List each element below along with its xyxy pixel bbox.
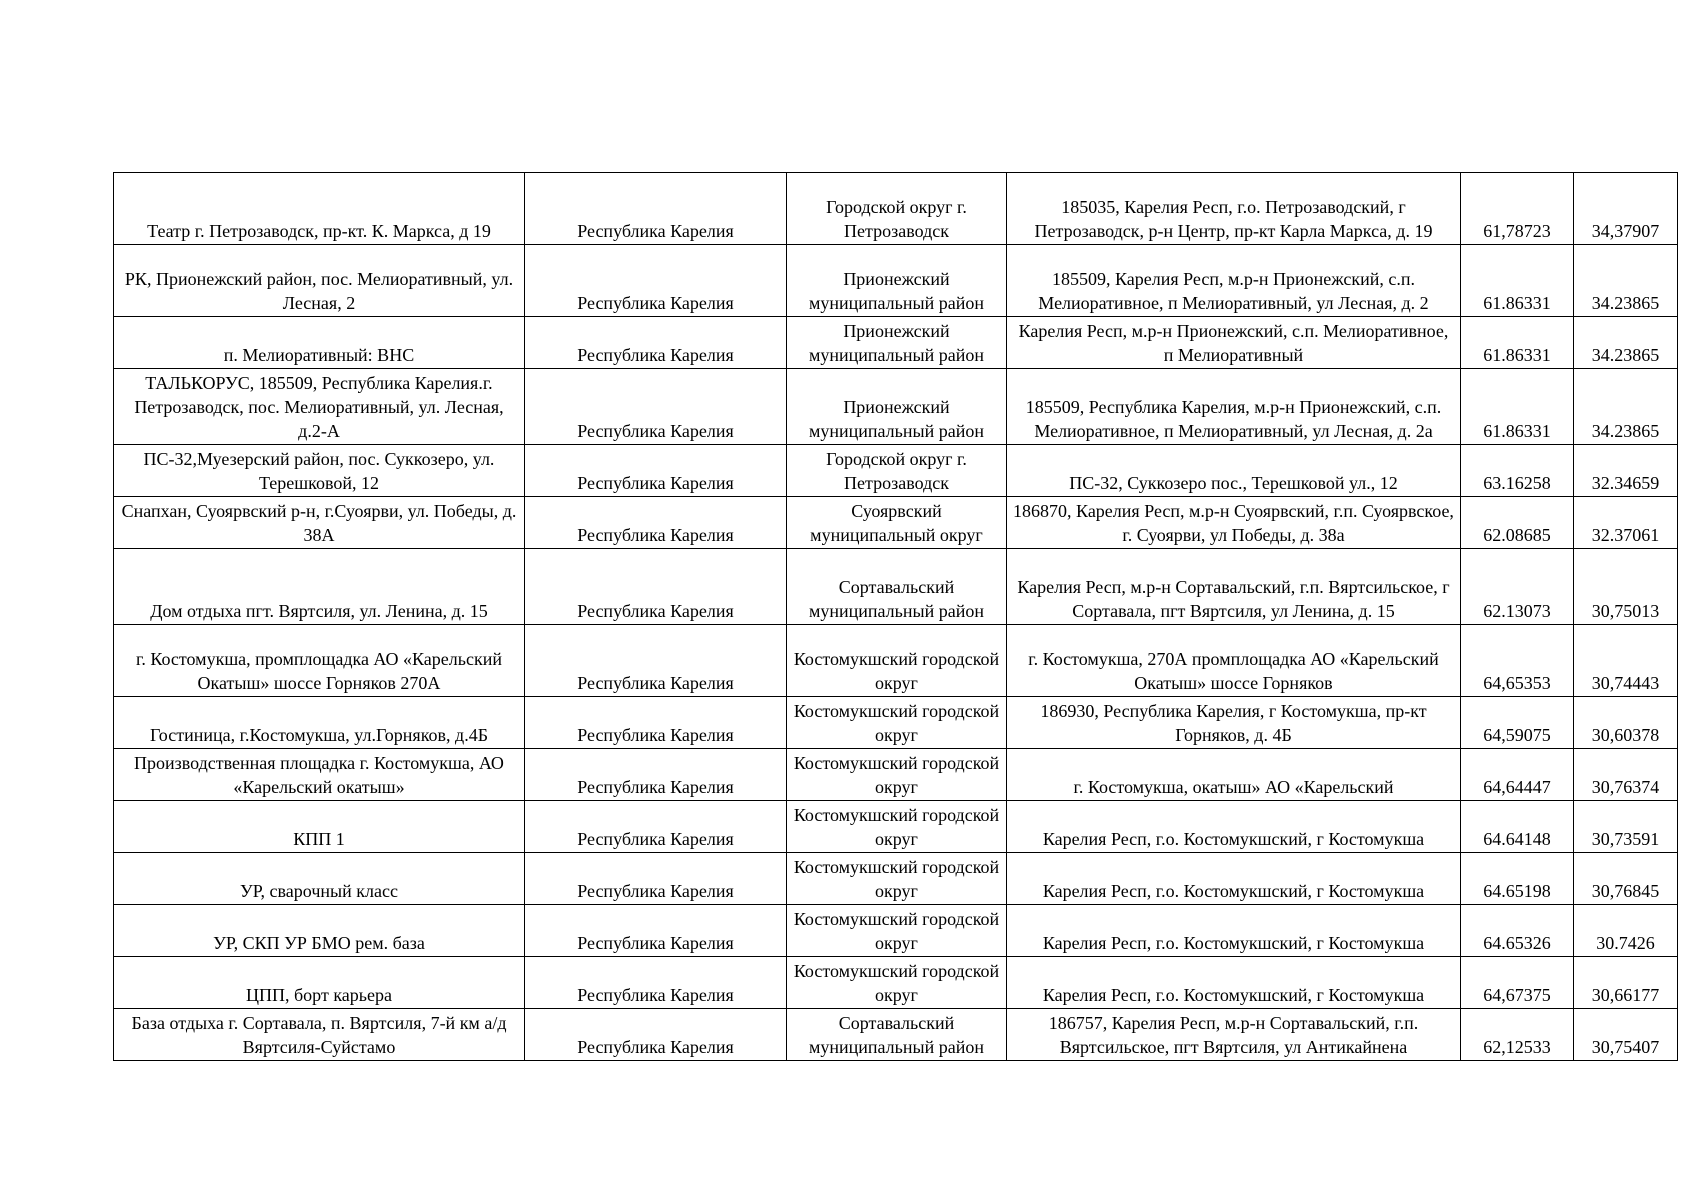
region-cell: Республика Карелия [525, 245, 787, 317]
address-cell: Карелия Респ, м.р-н Сортавальский, г.п. Вяртсильское, г Сортавала, пгт Вяртсиля, ул Ленина, д. 15 [1007, 549, 1461, 625]
location-name-cell: ТАЛЬКОРУС, 185509, Республика Карелия.г. Петрозаводск, пос. Мелиоративный, ул. Лесная, д.2-А [114, 369, 525, 445]
region-cell: Республика Карелия [525, 317, 787, 369]
location-name-cell: г. Костомукша, промплощадка АО «Карельский Окатыш» шоссе Горняков 270А [114, 625, 525, 697]
location-name-cell: Гостиница, г.Костомукша, ул.Горняков, д.4Б [114, 697, 525, 749]
longitude-cell: 32.37061 [1574, 497, 1678, 549]
municipality-cell: Костомукшский городской округ [787, 801, 1007, 853]
latitude-cell: 64.64148 [1461, 801, 1574, 853]
table-row [114, 317, 1678, 369]
table-row [114, 369, 1678, 445]
municipality-cell: Городской округ г. Петрозаводск [787, 445, 1007, 497]
longitude-cell: 32.34659 [1574, 445, 1678, 497]
table-row [114, 749, 1678, 801]
location-name-cell: п. Мелиоративный: ВНС [114, 317, 525, 369]
longitude-cell: 30,73591 [1574, 801, 1678, 853]
locations-table [113, 172, 1678, 1061]
address-cell: 185509, Республика Карелия, м.р-н Прионежский, с.п. Мелиоративное, п Мелиоративный, ул Лесная, д. 2а [1007, 369, 1461, 445]
municipality-cell: Сортавальский муниципальный район [787, 1009, 1007, 1061]
longitude-cell: 30,75013 [1574, 549, 1678, 625]
municipality-cell: Костомукшский городской округ [787, 697, 1007, 749]
latitude-cell: 61.86331 [1461, 369, 1574, 445]
latitude-cell: 64,67375 [1461, 957, 1574, 1009]
municipality-cell: Суоярвский муниципальный округ [787, 497, 1007, 549]
address-cell: Карелия Респ, г.о. Костомукшский, г Костомукша [1007, 905, 1461, 957]
address-cell: 185509, Карелия Респ, м.р-н Прионежский, с.п. Мелиоративное, п Мелиоративный, ул Лесная, д. 2 [1007, 245, 1461, 317]
location-name-cell: КПП 1 [114, 801, 525, 853]
longitude-cell: 30,76374 [1574, 749, 1678, 801]
location-name-cell: База отдыха г. Сортавала, п. Вяртсиля, 7-й км а/д Вяртсиля-Суйстамо [114, 1009, 525, 1061]
region-cell: Республика Карелия [525, 905, 787, 957]
region-cell: Республика Карелия [525, 1009, 787, 1061]
latitude-cell: 61.86331 [1461, 317, 1574, 369]
longitude-cell: 34,37907 [1574, 173, 1678, 245]
latitude-cell: 64,59075 [1461, 697, 1574, 749]
longitude-cell: 34.23865 [1574, 369, 1678, 445]
latitude-cell: 63.16258 [1461, 445, 1574, 497]
longitude-cell: 30.7426 [1574, 905, 1678, 957]
latitude-cell: 61.86331 [1461, 245, 1574, 317]
address-cell: Карелия Респ, г.о. Костомукшский, г Костомукша [1007, 801, 1461, 853]
municipality-cell: Костомукшский городской округ [787, 957, 1007, 1009]
address-cell: г. Костомукша, окатыш» АО «Карельский [1007, 749, 1461, 801]
municipality-cell: Костомукшский городской округ [787, 749, 1007, 801]
longitude-cell: 30,76845 [1574, 853, 1678, 905]
municipality-cell: Прионежский муниципальный район [787, 245, 1007, 317]
latitude-cell: 64.65326 [1461, 905, 1574, 957]
location-name-cell: ПС-32,Муезерский район, пос. Суккозеро, ул. Терешковой, 12 [114, 445, 525, 497]
longitude-cell: 30,74443 [1574, 625, 1678, 697]
location-name-cell: ЦПП, борт карьера [114, 957, 525, 1009]
municipality-cell: Городской округ г. Петрозаводск [787, 173, 1007, 245]
address-cell: Карелия Респ, г.о. Костомукшский, г Костомукша [1007, 957, 1461, 1009]
longitude-cell: 34.23865 [1574, 317, 1678, 369]
location-name-cell: РК, Прионежский район, пос. Мелиоративный, ул. Лесная, 2 [114, 245, 525, 317]
municipality-cell: Сортавальский муниципальный район [787, 549, 1007, 625]
table-row [114, 497, 1678, 549]
table-row [114, 853, 1678, 905]
region-cell: Республика Карелия [525, 497, 787, 549]
region-cell: Республика Карелия [525, 749, 787, 801]
latitude-cell: 64,64447 [1461, 749, 1574, 801]
table-body [114, 173, 1678, 1061]
table-row [114, 697, 1678, 749]
region-cell: Республика Карелия [525, 853, 787, 905]
location-name-cell: Театр г. Петрозаводск, пр-кт. К. Маркса, д 19 [114, 173, 525, 245]
region-cell: Республика Карелия [525, 957, 787, 1009]
address-cell: г. Костомукша, 270А промплощадка АО «Карельский Окатыш» шоссе Горняков [1007, 625, 1461, 697]
latitude-cell: 62.13073 [1461, 549, 1574, 625]
address-cell: 185035, Карелия Респ, г.о. Петрозаводский, г Петрозаводск, р-н Центр, пр-кт Карла Маркса, д. 19 [1007, 173, 1461, 245]
region-cell: Республика Карелия [525, 445, 787, 497]
table-row [114, 173, 1678, 245]
table-row [114, 445, 1678, 497]
address-cell: 186870, Карелия Респ, м.р-н Суоярвский, г.п. Суоярвское, г. Суоярви, ул Победы, д. 38а [1007, 497, 1461, 549]
table-row [114, 1009, 1678, 1061]
latitude-cell: 62.08685 [1461, 497, 1574, 549]
latitude-cell: 61,78723 [1461, 173, 1574, 245]
table-row [114, 905, 1678, 957]
latitude-cell: 62,12533 [1461, 1009, 1574, 1061]
longitude-cell: 30,60378 [1574, 697, 1678, 749]
longitude-cell: 34.23865 [1574, 245, 1678, 317]
municipality-cell: Костомукшский городской округ [787, 905, 1007, 957]
region-cell: Республика Карелия [525, 625, 787, 697]
table-row [114, 801, 1678, 853]
table-row [114, 625, 1678, 697]
table-row [114, 245, 1678, 317]
region-cell: Республика Карелия [525, 801, 787, 853]
region-cell: Республика Карелия [525, 697, 787, 749]
location-name-cell: Снапхан, Суоярвский р-н, г.Суоярви, ул. Победы, д. 38А [114, 497, 525, 549]
address-cell: Карелия Респ, м.р-н Прионежский, с.п. Мелиоративное, п Мелиоративный [1007, 317, 1461, 369]
longitude-cell: 30,75407 [1574, 1009, 1678, 1061]
longitude-cell: 30,66177 [1574, 957, 1678, 1009]
region-cell: Республика Карелия [525, 369, 787, 445]
municipality-cell: Прионежский муниципальный район [787, 317, 1007, 369]
location-name-cell: УР, сварочный класс [114, 853, 525, 905]
latitude-cell: 64,65353 [1461, 625, 1574, 697]
address-cell: ПС-32, Суккозеро пос., Терешковой ул., 12 [1007, 445, 1461, 497]
municipality-cell: Костомукшский городской округ [787, 625, 1007, 697]
region-cell: Республика Карелия [525, 173, 787, 245]
address-cell: 186930, Республика Карелия, г Костомукша, пр-кт Горняков, д. 4Б [1007, 697, 1461, 749]
location-name-cell: УР, СКП УР БМО рем. база [114, 905, 525, 957]
table-row [114, 549, 1678, 625]
location-name-cell: Производственная площадка г. Костомукша, АО «Карельский окатыш» [114, 749, 525, 801]
municipality-cell: Прионежский муниципальный район [787, 369, 1007, 445]
address-cell: Карелия Респ, г.о. Костомукшский, г Костомукша [1007, 853, 1461, 905]
latitude-cell: 64.65198 [1461, 853, 1574, 905]
region-cell: Республика Карелия [525, 549, 787, 625]
municipality-cell: Костомукшский городской округ [787, 853, 1007, 905]
table-row [114, 957, 1678, 1009]
location-name-cell: Дом отдыха пгт. Вяртсиля, ул. Ленина, д. 15 [114, 549, 525, 625]
address-cell: 186757, Карелия Респ, м.р-н Сортавальский, г.п. Вяртсильское, пгт Вяртсиля, ул Антикайнена [1007, 1009, 1461, 1061]
